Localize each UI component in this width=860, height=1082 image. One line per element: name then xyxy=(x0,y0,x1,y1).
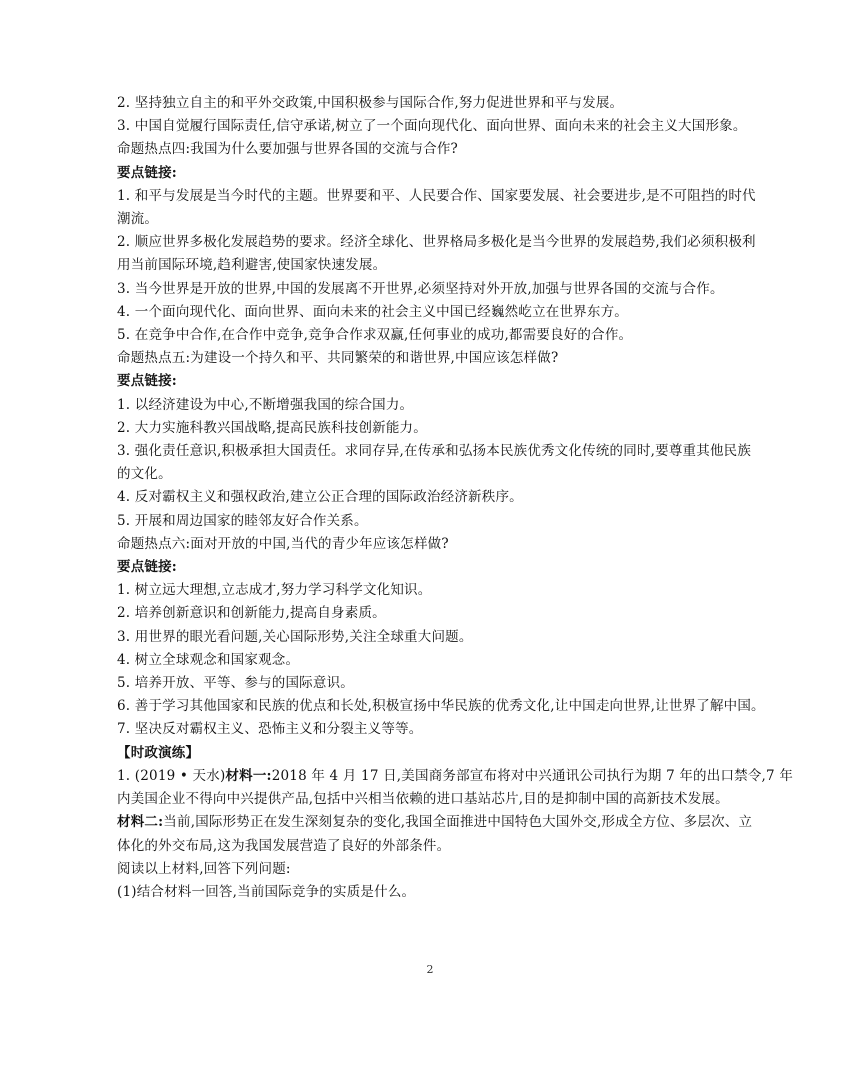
question-prefix: 1. (2019 • 天水) xyxy=(117,767,226,784)
section-title-hot5: 命题热点五:为建设一个持久和平、共同繁荣的和谐世界,中国应该怎样做? xyxy=(117,350,559,367)
sub-question: (1)结合材料一回答,当前国际竞争的实质是什么。 xyxy=(117,883,416,900)
section-title-hot4: 命题热点四:我国为什么要加强与世界各国的交流与合作? xyxy=(117,141,458,158)
text-line: 1. 树立远大理想,立志成才,努力学习科学文化知识。 xyxy=(117,582,432,599)
page-content xyxy=(117,92,794,904)
key-points-label: 要点链接: xyxy=(117,559,177,576)
text-line: 2. 顺应世界多极化发展趋势的要求。经济全球化、世界格局多极化是当今世界的发展趋势,我们必须积极利 xyxy=(117,234,756,251)
material-1-text: 2018 年 4 月 17 日,美国商务部宣布将对中兴通讯公司执行为期 7 年的出口禁令,7 年 xyxy=(271,767,794,784)
text-line: 5. 开展和周边国家的睦邻友好合作关系。 xyxy=(117,512,368,529)
section-title-hot6: 命题热点六:面对开放的中国,当代的青少年应该怎样做? xyxy=(117,535,449,552)
text-line: 用当前国际环境,趋利避害,使国家快速发展。 xyxy=(117,257,387,274)
question-1-line xyxy=(117,765,794,788)
text-line: 2. 培养创新意识和创新能力,提高自身素质。 xyxy=(117,605,386,622)
text-line: 体化的外交布局,这为我国发展营造了良好的外部条件。 xyxy=(117,837,451,854)
text-line: 3. 当今世界是开放的世界,中国的发展离不开世界,必须坚持对外开放,加强与世界各国的交流与合作。 xyxy=(117,280,724,297)
text-line: 潮流。 xyxy=(117,211,159,228)
text-line: 3. 强化责任意识,积极承担大国责任。求同存异,在传承和弘扬本民族优秀文化传统的同时,要尊重其他民族 xyxy=(117,443,752,460)
material-2-text: 当前,国际形势正在发生深刻复杂的变化,我国全面推进中国特色大国外交,形成全方位、多层次、立 xyxy=(163,814,753,831)
text-line: 2. 大力实施科教兴国战略,提高民族科技创新能力。 xyxy=(117,419,427,436)
text-line: 4. 一个面向现代化、面向世界、面向未来的社会主义中国已经巍然屹立在世界东方。 xyxy=(117,303,628,320)
text-line: 7. 坚决反对霸权主义、恐怖主义和分裂主义等等。 xyxy=(117,721,423,738)
material-2-label: 材料二: xyxy=(117,814,164,831)
text-line: 2. 坚持独立自主的和平外交政策,中国积极参与国际合作,努力促进世界和平与发展。 xyxy=(117,95,624,111)
text-line: 4. 树立全球观念和国家观念。 xyxy=(117,651,300,668)
text-line: 内美国企业不得向中兴提供产品,包括中兴相当依赖的进口基站芯片,目的是抑制中国的高新技术发展。 xyxy=(117,791,729,808)
page-number: 2 xyxy=(426,963,434,976)
text-line: 1. 和平与发展是当今时代的主题。世界要和平、人民要合作、国家要发展、社会要进步,是不可阻挡的时代 xyxy=(117,187,756,204)
text-line: 1. 以经济建设为中心,不断增强我国的综合国力。 xyxy=(117,396,414,413)
key-points-label: 要点链接: xyxy=(117,373,177,390)
text-line: 5. 培养开放、平等、参与的国际意识。 xyxy=(117,675,354,692)
practice-heading: 【时政演练】 xyxy=(117,744,200,761)
text-line: 6. 善于学习其他国家和民族的优点和长处,积极宣扬中华民族的优秀文化,让中国走向世界,让世界了解中国。 xyxy=(117,698,765,715)
material-2-line xyxy=(117,811,757,834)
text-line: 5. 在竞争中合作,在合作中竞争,竞争合作求双赢,任何事业的成功,都需要良好的合作。 xyxy=(117,327,633,344)
text-line: 3. 用世界的眼光看问题,关心国际形势,关注全球重大问题。 xyxy=(117,628,473,645)
text-line: 4. 反对霸权主义和强权政治,建立公正合理的国际政治经济新秩序。 xyxy=(117,489,523,506)
key-points-label: 要点链接: xyxy=(117,164,177,181)
text-line: 3. 中国自觉履行国际责任,信守承诺,树立了一个面向现代化、面向世界、面向未来的社会主义大国形象。 xyxy=(117,118,747,135)
instruction-line: 阅读以上材料,回答下列问题: xyxy=(117,860,291,877)
text-line: 的文化。 xyxy=(117,466,172,483)
material-1-label: 材料一: xyxy=(225,767,272,784)
